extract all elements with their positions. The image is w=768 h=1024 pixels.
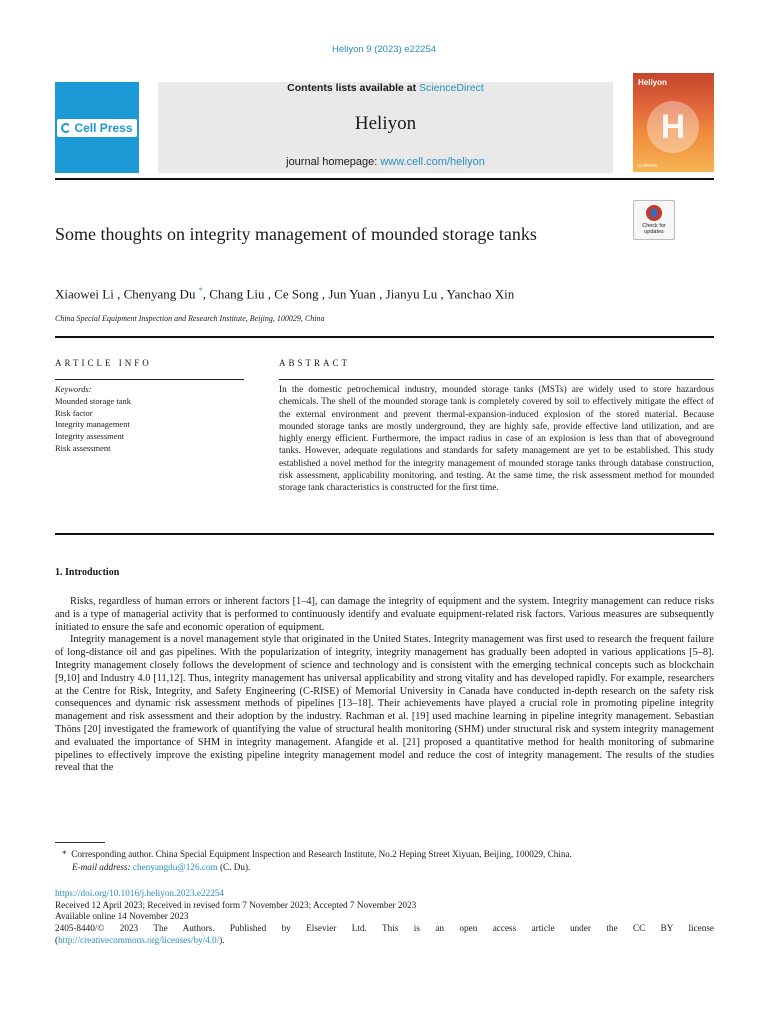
- corresponding-author-mark[interactable]: *: [198, 286, 203, 295]
- homepage-prefix: journal homepage:: [286, 156, 381, 168]
- email-link[interactable]: chenyangdu@126.com: [132, 861, 218, 872]
- journal-name: Heliyon: [354, 113, 417, 134]
- abstract-divider: [279, 379, 714, 380]
- article-title: Some thoughts on integrity management of mounded storage tanks: [55, 224, 537, 244]
- keyword-item: Integrity management: [55, 419, 130, 430]
- keyword-item: Mounded storage tank: [55, 395, 132, 406]
- affiliation: China Special Equipment Inspection and Research Institute, Beijing, 100029, China: [55, 314, 325, 323]
- email-line: [62, 861, 712, 874]
- check-updates-text: Check for updates: [642, 223, 666, 235]
- keyword-item: Integrity assessment: [55, 431, 125, 442]
- license-url-line: (http://creativecommons.org/licenses/by/4.0/).: [55, 934, 225, 945]
- authors-part-b: , Chang Liu , Ce Song , Jun Yuan , Jianyu Lu , Yanchao Xin: [202, 286, 515, 302]
- footnote-divider: [55, 842, 105, 843]
- cellpress-mark-icon: [61, 123, 71, 133]
- introduction-body: [55, 596, 714, 775]
- available-online: Available online 14 November 2023: [55, 911, 189, 922]
- footnote: [62, 848, 712, 873]
- cellpress-logo-text: Cell Press: [74, 120, 133, 135]
- paragraph: Risks, regardless of human errors or inherent factors [1–4], can damage the integrity of equipment and the system. Integrity management can reduce risks and is a type of managerial activity that is performed to continuously identify and evaluate equipment-related risk factors. Various measures are subsequently initiated to ensure the safe and economic operation of equipment.: [55, 596, 714, 633]
- license-line: 2405-8440/© 2023 The Authors. Published by Elsevier Ltd. This is an open access article under the CC BY license: [55, 923, 714, 934]
- homepage-link[interactable]: www.cell.com/heliyon: [380, 156, 485, 168]
- article-info-heading: ARTICLE INFO: [55, 358, 152, 368]
- email-label: E-mail address:: [72, 861, 133, 872]
- abstract-text: In the domestic petrochemical industry, mounded storage tanks (MSTs) are widely used to store hazardous chemicals. The shell of the mounded storage tank is completely covered by soil to effectively mitigate the effect of the external environment and prevent thermal-expansion-induced explosion of the stored material. Because mounded storage tanks are mostly underground, they are highly safe, provide effective land utilization, and are highly energy efficient. Furthermore, the impact radius in case of an explosion is less than that of aboveground tanks. However, adequate regulations and standards for safety management are yet to be established. This study established a novel method for the integrity management of mounded storage tanks through database construction, risk assessment, applicability monitoring, and testing. At the same time, the risk assessment method for mounded storage tank characteristics is constructed for the first time.: [279, 385, 714, 494]
- keyword-item: Risk factor: [55, 407, 93, 418]
- section-heading-introduction: 1. Introduction: [55, 567, 120, 578]
- author-list: [55, 286, 715, 302]
- corresponding-author-note: * Corresponding author. China Special Equipment Inspection and Research Institute, No.2 Heping Street Xiyuan, Beijing, 100029, China.: [62, 849, 572, 859]
- license-link[interactable]: http://creativecommons.org/licenses/by/4.0/: [58, 934, 220, 945]
- paragraph: Integrity management is a novel management style that originated in the United States. Integrity management was first used to research the frequent failure of long-distance oil and gas pipelines. With the popularization of integrity, integrity management has gradually been adopted in various applications [5–8]. Integrity management closely follows the development of science and technology and is consistent with the emerging technical concepts such as blockchain [9,10] and Industry 4.0 [11,12]. Thus, integrity management has universal applicability and strong vitality and has developed rapidly. For example, researchers at the Centre for Risk, Integrity, and Safety Engineering (C-RISE) of Memorial University in Canada have conducted in-depth research on the safety risk consequences and dynamic risk assessment methods of pipelines [13–18]. Their achievements have played a crucial role in promoting pipeline integrity management and risk assessment and their adoption by the industry. Rachman et al. [19] used machine learning in pipeline integrity management. Sebastian Thöns [20] investigated the framework of quantifying the value of structural health monitoring (SHM) under structural risk and system integrity management and evaluated the importance of SHM in integrity management. Afangide et al. [21] proposed a quantitative method for health monitoring of submarine pipelines to effectively improve the existing pipeline integrity management model and reduce the cost of integrity management. The results of the studies reveal that the: [55, 634, 714, 774]
- journal-reference[interactable]: Heliyon 9 (2023) e22254: [331, 44, 437, 55]
- cover-publisher: CellPress: [638, 163, 658, 168]
- abstract-bottom-divider: [55, 533, 714, 535]
- cellpress-logo: [57, 119, 136, 137]
- contents-prefix: Contents lists available at: [287, 82, 420, 94]
- received-dates: Received 12 April 2023; Received in revised form 7 November 2023; Accepted 7 November 2023: [55, 899, 417, 910]
- header-divider: [55, 178, 714, 180]
- doi-link[interactable]: https://doi.org/10.1016/j.heliyon.2023.e22254: [55, 888, 225, 898]
- keyword-item: Risk assessment: [55, 442, 111, 453]
- authors-part-a: Xiaowei Li , Chenyang Du: [55, 286, 199, 302]
- info-top-divider: [55, 336, 714, 338]
- cellpress-logo-panel[interactable]: [55, 82, 139, 173]
- cover-letter: H: [660, 107, 686, 146]
- keywords-block: [55, 384, 245, 455]
- contents-line: [158, 82, 613, 94]
- abstract-heading: ABSTRACT: [279, 358, 351, 368]
- cover-h-icon: [647, 101, 699, 153]
- journal-cover-thumbnail[interactable]: [633, 73, 714, 172]
- cover-title: Heliyon: [638, 78, 667, 87]
- journal-homepage-line: [158, 156, 613, 168]
- article-info-divider: [55, 379, 244, 380]
- bookmark-icon: [646, 205, 662, 221]
- footnote-mark: *: [62, 849, 67, 859]
- publication-details: [55, 888, 714, 947]
- keywords-label: Keywords:: [55, 384, 92, 394]
- sciencedirect-link[interactable]: ScienceDirect: [419, 82, 484, 94]
- check-for-updates-badge[interactable]: [633, 200, 675, 240]
- email-suffix: (C. Du).: [217, 861, 251, 872]
